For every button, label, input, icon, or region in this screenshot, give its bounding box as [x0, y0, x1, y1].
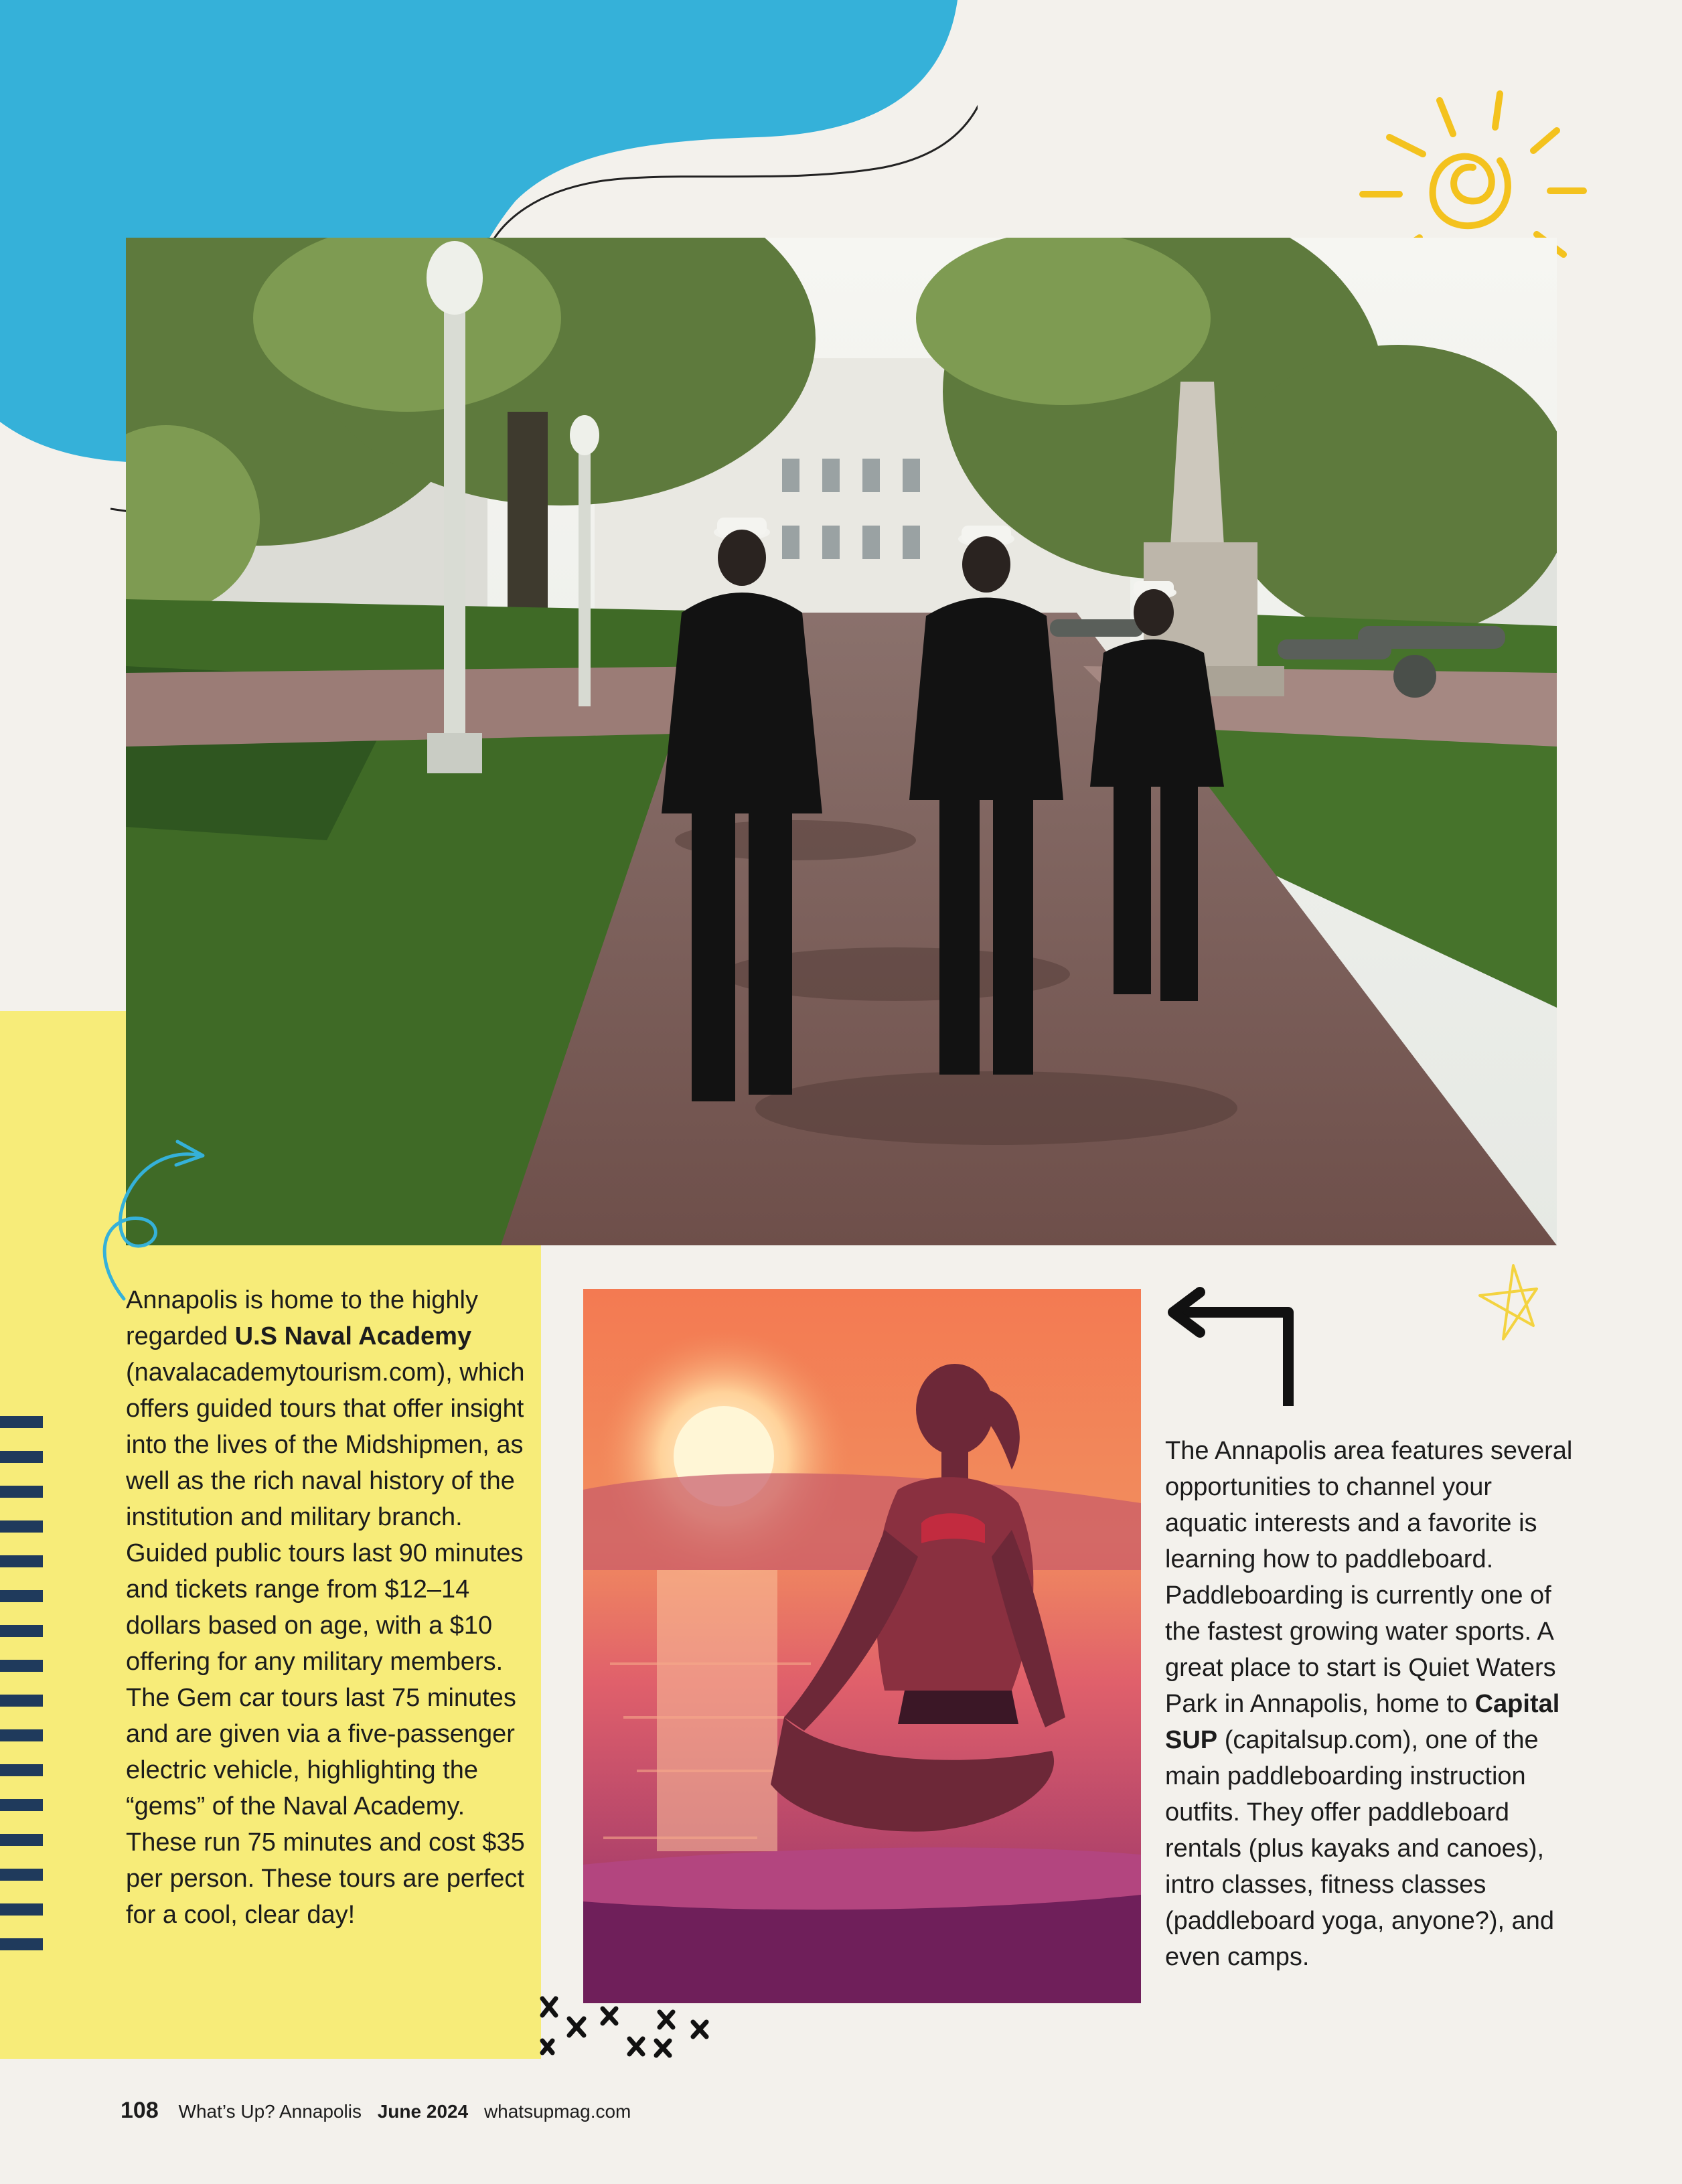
navy-stripes-decoration	[0, 1416, 43, 1978]
capital-sup-name: Capital SUP	[1165, 1690, 1560, 1754]
page-footer	[121, 2098, 631, 2124]
naval-academy-name: U.S Naval Academy	[234, 1322, 472, 1350]
paddleboard-yoga-photo	[583, 1289, 1141, 2003]
page-number: 108	[121, 2098, 159, 2123]
x-marks-doodle-icon	[529, 1982, 730, 2062]
paddleboarding-paragraph	[1165, 1433, 1580, 1975]
publication-name: What’s Up? Annapolis	[178, 2101, 362, 2122]
paragraph-text: Annapolis is home to the highly regarded	[126, 1286, 478, 1350]
paragraph-text: (navalacademytourism.com), which offers guided tours that offer insight into the lives of the Midshipmen, as well as the rich naval history of the institution and military branch. Guided public tours last 90 minutes and tickets range from $12–14 dollars based on age, with a $10 offering for any military members. The Gem car tours last 75 minutes and are given via a five-passenger electric vehicle, highlighting the “gems” of the Naval Academy. These run 75 minutes and cost $35 per person. These tours are perfect for a cool, clear day!	[126, 1358, 525, 1929]
paragraph-text: The Annapolis area features several opportunities to channel your aquatic interests and a favorite is learning how to paddleboard. Paddleboarding is currently one of the fastest growing water sports. A great place to start is Quiet Waters Park in Annapolis, home to	[1165, 1437, 1573, 1718]
paragraph-text: (capitalsup.com), one of the main paddleboarding instruction outfits. They offer paddleboard rentals (plus kayaks and canoes), intro classes, fitness classes (paddleboard yoga, anyone?), and even camps.	[1165, 1726, 1555, 1971]
star-doodle-icon	[1473, 1259, 1547, 1346]
blue-curly-arrow-icon	[90, 1125, 211, 1306]
website-link[interactable]: whatsupmag.com	[483, 2101, 631, 2122]
naval-academy-paragraph	[126, 1282, 528, 1933]
bent-arrow-icon	[1165, 1285, 1299, 1413]
naval-academy-photo	[126, 238, 1557, 1245]
issue-date: June 2024	[377, 2101, 469, 2122]
